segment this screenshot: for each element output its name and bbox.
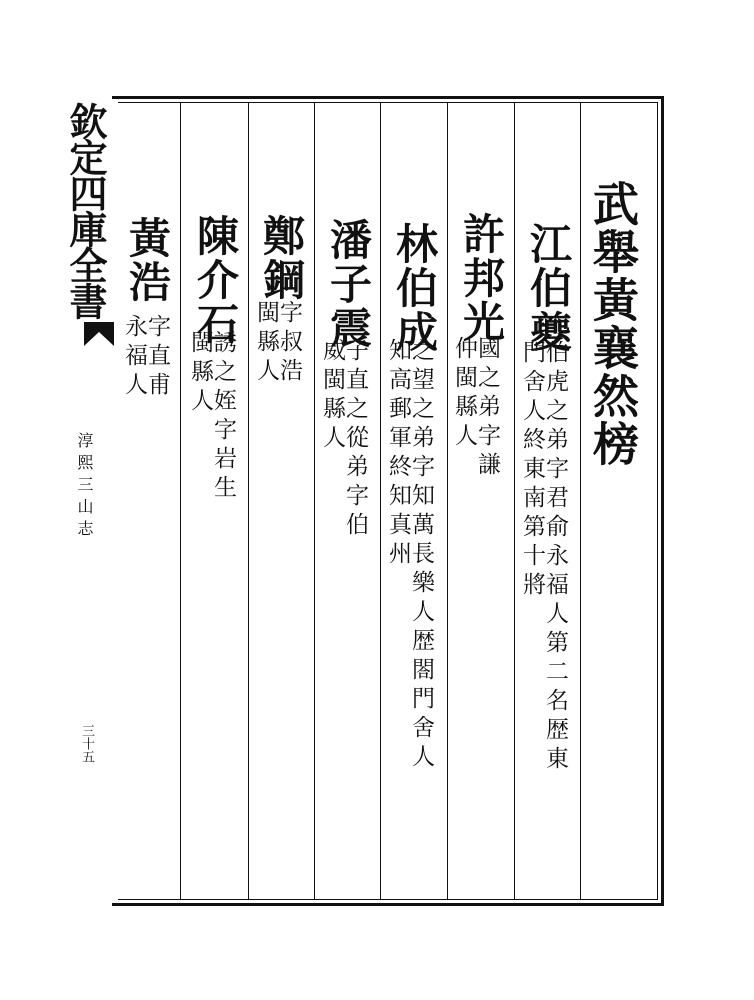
- book-title: 淳熙三山志: [75, 432, 94, 542]
- entry-name: 林伯成: [390, 222, 439, 354]
- margin-column: [60, 96, 112, 906]
- page-number: 三十五: [79, 724, 94, 763]
- column-rule: [180, 102, 181, 900]
- column-rule: [380, 102, 381, 900]
- entry-name: 許邦光: [457, 212, 506, 344]
- entry-note: 之望之弟字知萬長樂人歴閤門舍人知高郵軍終知真州: [385, 338, 434, 773]
- column-rule: [314, 102, 315, 900]
- entry-name: 鄭鋼: [257, 214, 306, 302]
- entry-note: 子直之從弟字伯威閩縣人: [319, 338, 368, 541]
- entry-name: 潘子震: [324, 218, 373, 350]
- entry-note: 字叔浩閩縣人: [253, 300, 302, 387]
- entry-note: 國之弟字謙仲閩縣人: [451, 336, 500, 481]
- entry-note: 字直甫永福人: [121, 314, 170, 401]
- entry-name: 江伯夔: [524, 222, 573, 354]
- section-title: 武舉黃襄然榜: [586, 180, 640, 468]
- collection-title: 欽定四庫全書: [63, 102, 108, 318]
- entry-note: 誘之姪字岩生閩縣人: [187, 330, 236, 504]
- entry-note: 伯虎之弟字君俞永福人第二名歴東門舍人終東南第十將: [519, 340, 568, 775]
- column-rule: [580, 102, 581, 900]
- column-rule: [514, 102, 515, 900]
- entry-name: 黃浩: [123, 216, 172, 304]
- column-rule: [447, 102, 448, 900]
- fishtail-mark-icon: [84, 322, 114, 346]
- entry-name: 陳介石: [191, 214, 240, 346]
- column-rule: [248, 102, 249, 900]
